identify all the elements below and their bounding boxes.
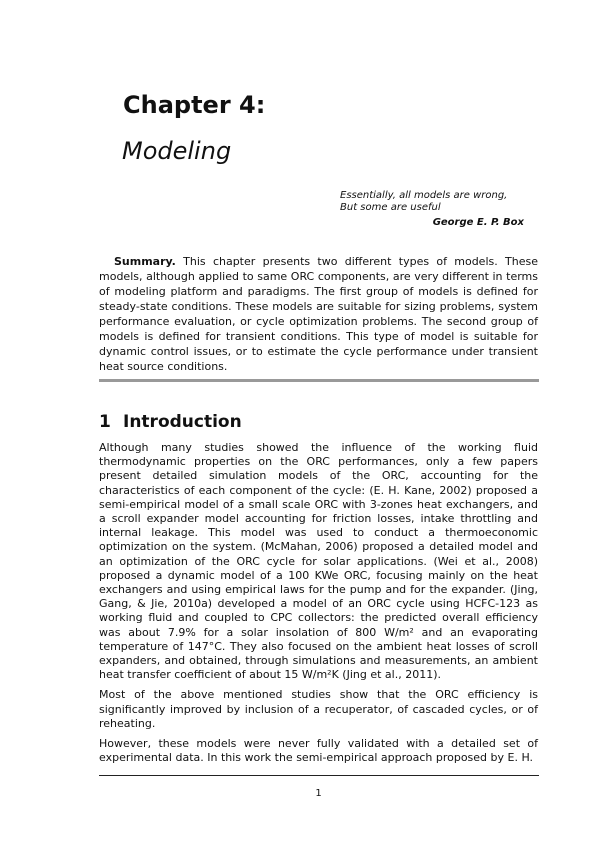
epigraph-line: But some are useful — [340, 202, 441, 213]
chapter-title: Modeling — [122, 137, 232, 165]
section-body — [99, 441, 538, 771]
summary-divider — [99, 379, 539, 382]
section-number: 1 — [99, 412, 111, 432]
body-paragraph: However, these models were never fully validated with a detailed set of experimental data. In this work the semi-empirical approach proposed by E. H. — [99, 737, 538, 765]
epigraph-author: George E. P. Box — [432, 217, 524, 228]
body-paragraph: Most of the above mentioned studies show that the ORC efficiency is significantly improved by inclusion of a recuperator, of cascaded cycles, or of reheating. — [99, 688, 538, 730]
summary-text: This chapter presents two different types of models. These models, although applied to same ORC components, are very different in terms of modeling platform and paradigms. The first group of models is defined for steady-state conditions. These models are suitable for sizing problems, system performance evaluation, or cycle optimization problems. The second group of models is defined for transient conditions. This type of model is suitable for dynamic control issues, or to estimate the cycle performance under transient heat source conditions. — [99, 255, 538, 373]
epigraph-line: Essentially, all models are wrong, — [340, 190, 508, 201]
chapter-number: Chapter 4: — [123, 91, 266, 119]
footer-divider — [99, 775, 539, 776]
body-paragraph: Although many studies showed the influence of the working fluid thermodynamic properties on the ORC performances, only a few papers present detailed simulation models of the ORC, accounting for the characteristics of each component of the cycle: (E. H. Kane, 2002) proposed a semi-empirical model of a small scale ORC with 3-zones heat exchangers, and a scroll expander model accounting for friction losses, intake throttling and internal leakage. This model was used to conduct a thermoeconomic optimization on the system. (McMahan, 2006) proposed a detailed model and an optimization of the ORC cycle for solar applications. (Wei et al., 2008) proposed a dynamic model of a 100 KWe ORC, focusing mainly on the heat exchangers and using empirical laws for the pump and for the expander. (Jing, Gang, & Jie, 2010a) developed a model of an ORC cycle using HCFC-123 as working fluid and coupled to CPC collectors: the predicted overall efficiency was about 7.9% for a solar insolation of 800 W/m² and an evaporating temperature of 147°C. They also focused on the ambient heat losses of scroll expanders, and obtained, through simulations and measurements, an ambient heat transfer coefficient of about 15 W/m²K (Jing et al., 2011). — [99, 441, 538, 682]
section-title: Introduction — [123, 412, 242, 432]
section-heading — [99, 410, 242, 434]
page-number: 1 — [315, 788, 322, 799]
summary-label: Summary. — [114, 255, 176, 268]
summary-paragraph — [99, 254, 538, 374]
epigraph — [340, 190, 525, 214]
